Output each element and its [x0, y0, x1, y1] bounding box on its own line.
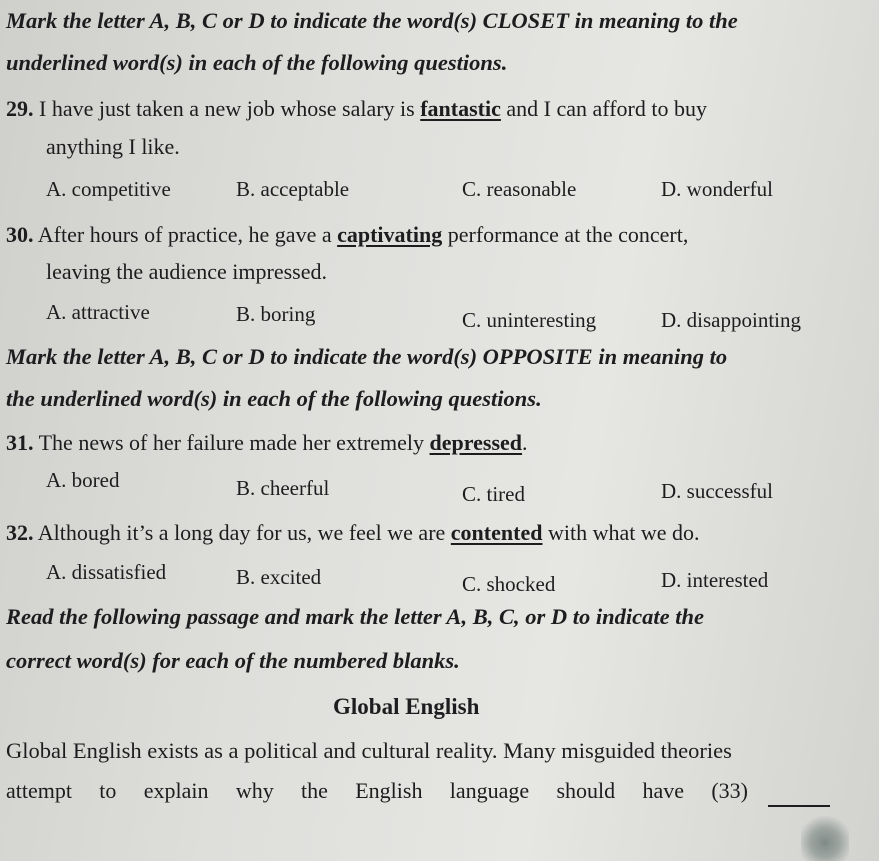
- question-30-underlined-word: captivating: [337, 222, 443, 247]
- question-29-line2: anything I like.: [46, 134, 180, 159]
- question-30-text-post: performance at the concert,: [447, 222, 689, 247]
- question-30-option-a[interactable]: A. attractive: [46, 300, 150, 324]
- passage-word: language: [449, 778, 530, 803]
- question-30-line2: leaving the audience impressed.: [46, 259, 328, 284]
- passage-blank-33[interactable]: [758, 798, 830, 816]
- passage-word: English: [355, 778, 423, 803]
- question-31-option-d[interactable]: D. successful: [661, 479, 773, 503]
- passage-line1: Global English exists as a political and cultural reality. Many misguided theories: [6, 738, 732, 763]
- question-31-line1: [6, 430, 528, 456]
- question-29-underlined-word: fantastic: [420, 96, 501, 121]
- question-29-line1: [6, 96, 707, 122]
- passage-word: explain: [143, 778, 209, 803]
- question-30-option-c[interactable]: C. uninteresting: [462, 308, 597, 332]
- question-29-option-a[interactable]: A. competitive: [46, 177, 171, 201]
- question-31-option-b[interactable]: B. cheerful: [236, 476, 330, 500]
- section2-instruction-line2: the underlined word(s) in each of the following questions.: [6, 386, 542, 411]
- passage-blank-number: (33): [711, 778, 748, 803]
- question-31-text-post: .: [522, 430, 528, 455]
- question-29-text-post: and I can afford to buy: [506, 96, 707, 121]
- passage-word: should: [556, 778, 616, 803]
- section3-instruction-line1: Read the following passage and mark the letter A, B, C, or D to indicate the: [6, 604, 704, 629]
- passage-word: to: [99, 778, 117, 803]
- question-32-text-pre: Although it’s a long day for us, we feel we are: [37, 520, 446, 545]
- photo-shadow: [801, 815, 849, 861]
- question-29-text-pre: I have just taken a new job whose salary is: [39, 96, 415, 121]
- section3-instruction-line2: correct word(s) for each of the numbered blanks.: [6, 648, 460, 673]
- question-32-option-a[interactable]: A. dissatisfied: [46, 560, 167, 584]
- section2-instruction-line1: Mark the letter A, B, C or D to indicate the word(s) OPPOSITE in meaning to: [6, 344, 728, 369]
- question-31-number: 31.: [6, 430, 34, 455]
- question-32-underlined-word: contented: [450, 520, 543, 545]
- passage-word: why: [235, 778, 274, 803]
- question-29-option-c[interactable]: C. reasonable: [462, 177, 577, 201]
- section1-instruction-line2: underlined word(s) in each of the following questions.: [6, 50, 508, 75]
- question-30-option-d[interactable]: D. disappointing: [661, 308, 801, 332]
- question-32-option-b[interactable]: B. excited: [236, 565, 322, 589]
- passage-line2: [6, 778, 748, 804]
- question-29-option-b[interactable]: B. acceptable: [236, 177, 350, 201]
- passage-word: the: [301, 778, 328, 803]
- question-30-line1: [6, 222, 688, 248]
- question-31-text-pre: The news of her failure made her extremely: [38, 430, 425, 455]
- question-30-number: 30.: [6, 222, 34, 247]
- question-32-text-post: with what we do.: [547, 520, 700, 545]
- question-29-option-d[interactable]: D. wonderful: [661, 177, 773, 201]
- section1-instruction-line1: Mark the letter A, B, C or D to indicate the word(s) CLOSET in meaning to the: [6, 8, 738, 33]
- question-31-underlined-word: depressed: [429, 430, 523, 455]
- question-30-option-b[interactable]: B. boring: [236, 302, 316, 326]
- question-30-text-pre: After hours of practice, he gave a: [37, 222, 332, 247]
- question-31-option-c[interactable]: C. tired: [462, 482, 525, 506]
- passage-word: attempt: [6, 778, 72, 803]
- question-32-number: 32.: [6, 520, 34, 545]
- question-32-line1: [6, 520, 699, 546]
- passage-word: have: [642, 778, 685, 803]
- passage-title: Global English: [333, 694, 480, 719]
- question-32-option-c[interactable]: C. shocked: [462, 572, 556, 596]
- question-31-option-a[interactable]: A. bored: [46, 468, 120, 492]
- question-32-option-d[interactable]: D. interested: [661, 568, 769, 592]
- question-29-number: 29.: [6, 96, 34, 121]
